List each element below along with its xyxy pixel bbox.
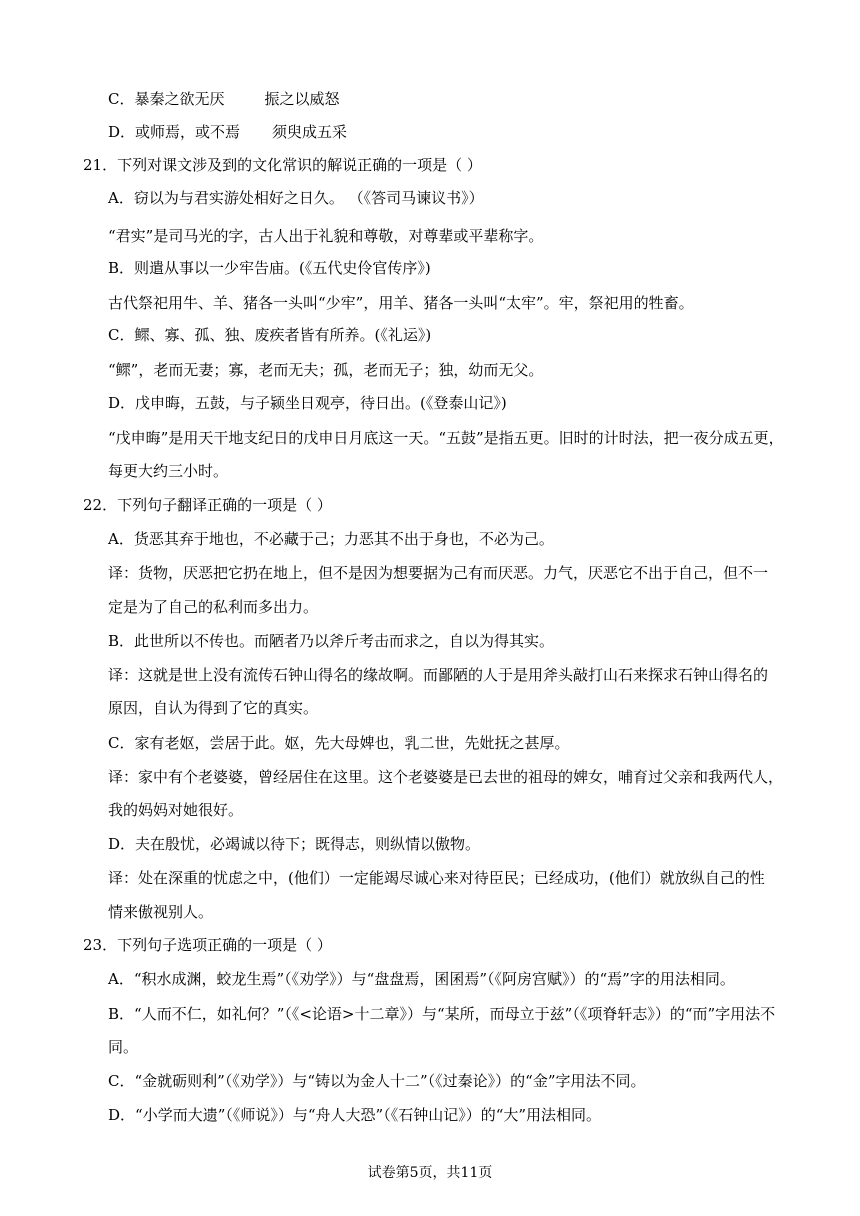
d20-option-a: D．或师焉，或不焉 [108, 123, 241, 141]
q21-option-c: C．鳏、寡、孤、独、废疾者皆有所养。(《礼运》) [108, 326, 432, 344]
q22-option-b-translation-2: 原因，自认为得到了它的真实。 [108, 699, 319, 717]
q22-option-d-translation-2: 情来傲视别人。 [108, 903, 214, 921]
q22-option-c: C．家有老妪，尝居于此。妪，先大母婢也，乳二世，先妣抚之甚厚。 [108, 734, 570, 752]
q21-option-d-explanation-2: 每更大约三小时。 [108, 462, 229, 480]
q21-option-a: A．窃以为与君实游处相好之日久。 （《答司马谏议书》） [108, 189, 484, 207]
q21-option-d: D．戊申晦，五鼓，与子颍坐日观亭，待日出。(《登泰山记》) [108, 394, 507, 412]
q21-option-a-explanation: “君实”是司马光的字，古人出于礼貌和尊敬，对尊辈或平辈称字。 [108, 227, 544, 245]
d20-option-b: 须臾成五采 [272, 123, 348, 141]
question-23: 23．下列句子选项正确的一项是（ ） [83, 936, 332, 954]
q23-option-c: C．“金就砺则利”（《劝学》）与“铸以为金人十二”（《过秦论》）的“金”字用法不同。 [108, 1072, 646, 1090]
d20-option [108, 122, 347, 142]
c20-option [108, 89, 340, 109]
c20-option-a: C．暴秦之欲无厌 [108, 90, 225, 108]
q23-option-b-2: 同。 [108, 1038, 139, 1056]
q22-option-b: B．此世所以不传也。而陋者乃以斧斤考击而求之，自以为得其实。 [108, 632, 555, 650]
q22-option-d: D．夫在殷忧，必竭诚以待下；既得志，则纵情以傲物。 [108, 835, 481, 853]
q22-option-b-translation-1: 译：这就是世上没有流传石钟山得名的缘故啊。而鄙陋的人于是用斧头敲打山石来探求石钟山得名的 [108, 666, 769, 684]
q23-option-d: D．“小学而大遗”（《师说》）与“舟人大恐”（《石钟山记》）的“大”用法相同。 [108, 1106, 602, 1124]
q21-option-d-explanation-1: “戊申晦”是用天干地支纪日的戊申日月底这一天。“五鼓”是指五更。旧时的计时法，把一夜分成五更， [108, 429, 784, 447]
q23-option-a: A．“积水成渊，蛟龙生焉”（《劝学》）与“盘盘焉，囷囷焉”（《阿房宫赋》）的“焉”字的用法相同。 [108, 970, 735, 988]
q21-option-b: B．则遣从事以一少牢告庙。(《五代史伶官传序》) [108, 259, 431, 277]
q23-option-b-1: B．“人而不仁，如礼何？”（《<论语>十二章》）与“某所，而母立于兹”（《项脊轩志》）的“而”字用法不 [108, 1005, 776, 1023]
question-22: 22．下列句子翻译正确的一项是（ ） [83, 496, 332, 514]
q22-option-a: A．货恶其弃于地也，不必藏于己；力恶其不出于身也，不必为己。 [108, 530, 554, 548]
q22-option-d-translation-1: 译：处在深重的忧虑之中，(他们）一定能竭尽诚心来对待臣民；已经成功，(他们）就放纵自己的性 [108, 869, 765, 887]
c20-option-b: 振之以威怒 [264, 90, 340, 108]
q21-option-c-explanation: “鳏”，老而无妻；寡，老而无夫；孤，老而无子；独，幼而无父。 [108, 361, 544, 379]
question-21: 21．下列对课文涉及到的文化常识的解说正确的一项是（ ） [83, 156, 482, 174]
q22-option-c-translation-1: 译：家中有个老婆婆，曾经居住在这里。这个老婆婆是已去世的祖母的婢女，哺育过父亲和我两代人， [108, 768, 784, 786]
q22-option-a-translation-2: 定是为了自己的私利而多出力。 [108, 598, 319, 616]
page-footer: 试卷第5页，共11页 [367, 1165, 493, 1181]
q22-option-c-translation-2: 我的妈妈对她很好。 [108, 801, 244, 819]
q21-option-b-explanation: 古代祭祀用牛、羊、猪各一头叫“少牢”，用羊、猪各一头叫“太牢”。牢，祭祀用的牲畜。 [108, 294, 694, 312]
q22-option-a-translation-1: 译：货物，厌恶把它扔在地上，但不是因为想要据为己有而厌恶。力气，厌恶它不出于自己，但不一 [108, 564, 769, 582]
